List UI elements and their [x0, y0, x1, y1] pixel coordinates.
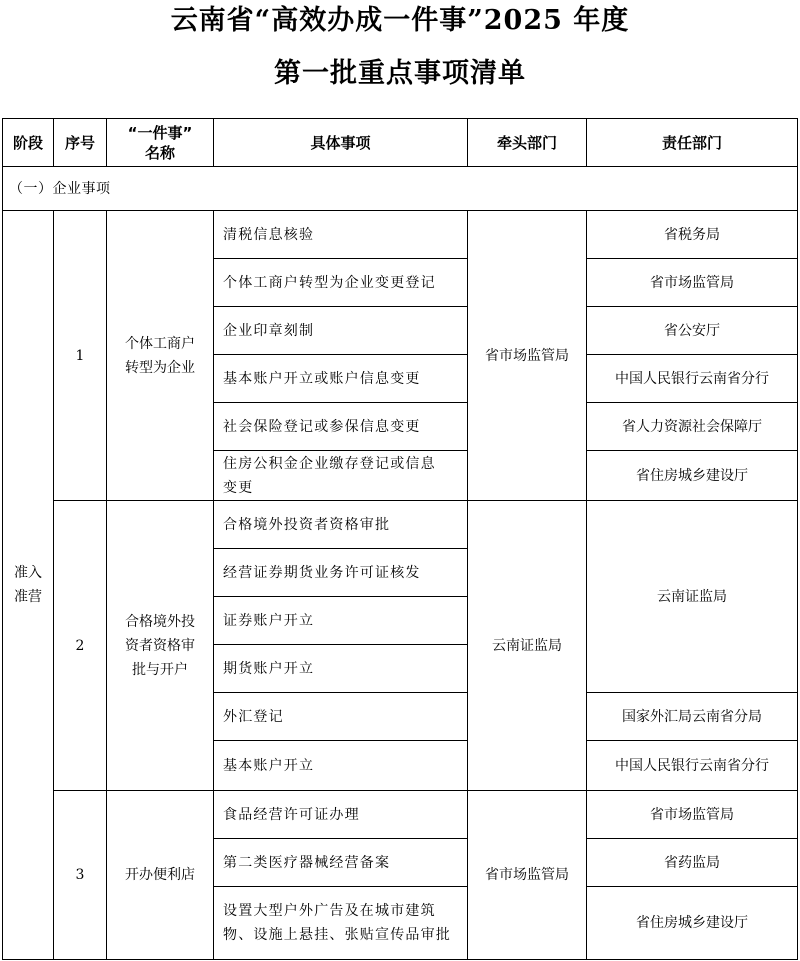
group1-item-3: 企业印章刻制 [213, 306, 468, 355]
group1-dept-3: 省公安厅 [586, 306, 798, 355]
group2-name-line1: 合格境外投 [125, 613, 195, 630]
group1-dept-6: 省住房城乡建设厅 [586, 450, 798, 501]
group2-lead: 云南证监局 [467, 500, 587, 791]
header-lead: 牵头部门 [467, 118, 587, 167]
group3-item-3 [213, 886, 468, 960]
group2-item-5: 外汇登记 [213, 692, 468, 741]
group2-item-4: 期货账户开立 [213, 644, 468, 693]
group3-item-3-line1: 设置大型户外广告及在城市建筑 [223, 903, 436, 919]
group3-dept-3: 省住房城乡建设厅 [586, 886, 798, 960]
group3-lead: 省市场监管局 [467, 790, 587, 960]
header-name-line1: “一件事” [127, 123, 193, 142]
group1-item-6-line2: 变更 [223, 479, 254, 496]
group1-dept-5: 省人力资源社会保障厅 [586, 402, 798, 451]
group1-number: 1 [53, 210, 107, 501]
group2-name-line3: 批与开户 [132, 661, 188, 678]
group1-dept-2: 省市场监管局 [586, 258, 798, 307]
group1-item-6-line1: 住房公积金企业缴存登记或信息 [223, 455, 436, 472]
document-title-line1: 云南省“高效办成一件事”2025 年度 [170, 5, 630, 36]
group3-dept-1: 省市场监管局 [586, 790, 798, 839]
group1-name-line2: 转型为企业 [125, 359, 195, 376]
group3-item-3-line2: 物、设施上悬挂、张贴宣传品审批 [223, 927, 451, 943]
group3-number: 3 [53, 790, 107, 960]
stage-line2: 准营 [14, 589, 42, 605]
group2-dept-merged: 云南证监局 [586, 500, 798, 693]
group1-item-4: 基本账户开立或账户信息变更 [213, 354, 468, 403]
group1-name-line1: 个体工商户 [125, 335, 195, 352]
header-name [106, 118, 214, 167]
section-row: （一）企业事项 [2, 166, 798, 211]
header-number: 序号 [53, 118, 107, 167]
header-name-line2: 名称 [144, 143, 175, 162]
group1-lead: 省市场监管局 [467, 210, 587, 501]
group2-name [106, 500, 214, 791]
group2-item-2: 经营证券期货业务许可证核发 [213, 548, 468, 597]
group2-dept-6: 中国人民银行云南省分行 [586, 740, 798, 791]
group1-dept-4: 中国人民银行云南省分行 [586, 354, 798, 403]
matters-table [2, 118, 798, 960]
group2-item-1: 合格境外投资者资格审批 [213, 500, 468, 549]
group2-item-3: 证券账户开立 [213, 596, 468, 645]
group1-item-1: 清税信息核验 [213, 210, 468, 259]
group1-name [106, 210, 214, 501]
group3-dept-2: 省药监局 [586, 838, 798, 887]
stage-cell [2, 210, 54, 960]
header-items: 具体事项 [213, 118, 468, 167]
group1-dept-1: 省税务局 [586, 210, 798, 259]
group1-item-6 [213, 450, 468, 501]
group2-dept-5: 国家外汇局云南省分局 [586, 692, 798, 741]
document-title-line2: 第一批重点事项清单 [274, 58, 526, 89]
header-responsible: 责任部门 [586, 118, 798, 167]
group3-name: 开办便利店 [106, 790, 214, 960]
group2-number: 2 [53, 500, 107, 791]
group1-item-5: 社会保险登记或参保信息变更 [213, 402, 468, 451]
stage-line1: 准入 [14, 565, 42, 581]
group3-item-2: 第二类医疗器械经营备案 [213, 838, 468, 887]
header-stage: 阶段 [2, 118, 54, 167]
group2-name-line2: 资者资格审 [125, 637, 195, 654]
group3-item-1: 食品经营许可证办理 [213, 790, 468, 839]
group1-item-2: 个体工商户转型为企业变更登记 [213, 258, 468, 307]
group2-item-6: 基本账户开立 [213, 740, 468, 791]
